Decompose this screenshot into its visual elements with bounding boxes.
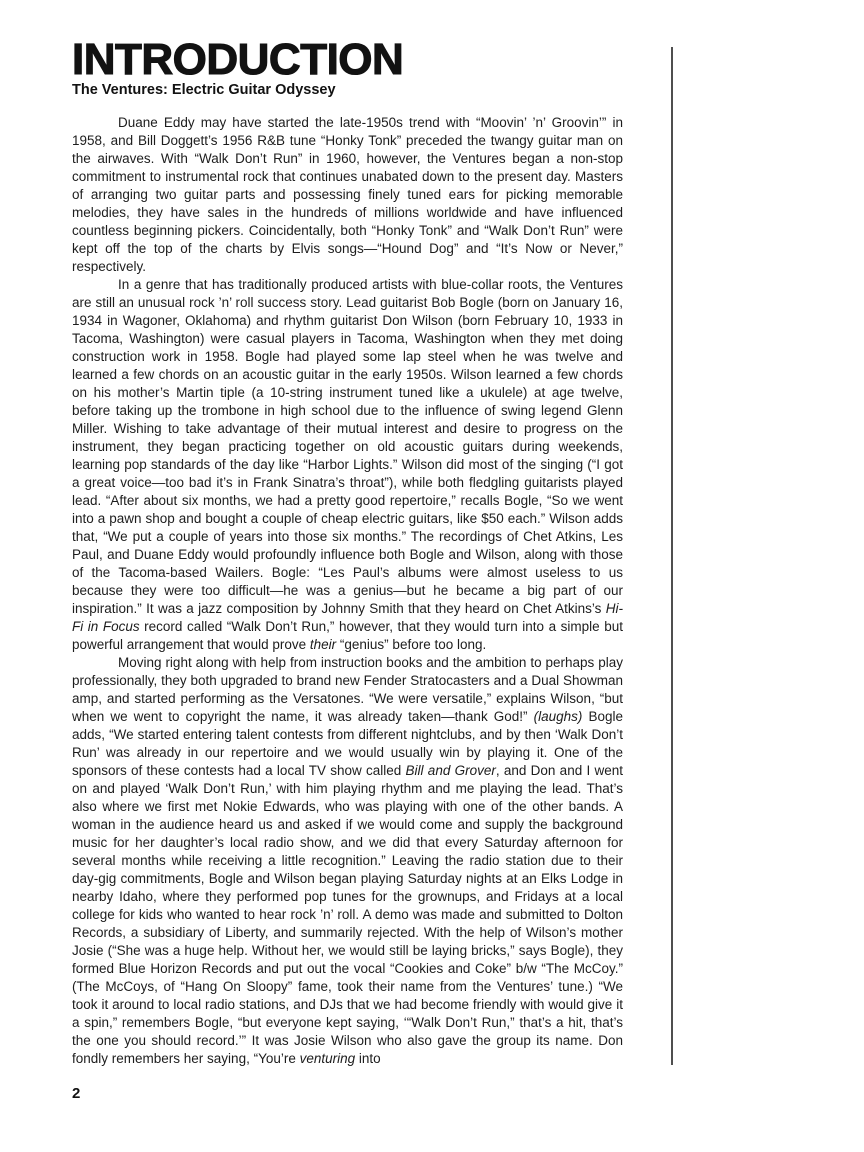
text-segment: In a genre that has traditionally produced artists with blue-collar roots, the Ventures are still an unusual rock ’n’ roll success story. Lead guitarist Bob Bogle (born on January 16, 1934 in Wagoner, Oklahoma) and rhythm guitarist Don Wilson (born February 10, 1933 in Tacoma, Washington) were casual players in Tacoma, Washington when they met doing construction work in 1958. Bogle had played some lap steel when he was twelve and learned a few chords on an acoustic guitar in the early 1950s. Wilson learned a few chords on his mother’s Martin tiple (a 10-string instrument tuned like a ukulele) at age twelve, before taking up the trombone in high school due to the influence of swing legend Glenn Miller. Wishing to take advantage of their mutual interest and desire to progress on the instrument, they began practicing together on old acoustic guitars during weekends, learning pop standards of the day like “Harbor Lights.” Wilson did most of the singing (“I got a great voice—too bad it’s in Frank Sinatra’s throat”), while both fledgling guitarists played lead. “After about six months, we had a pretty good repertoire,” recalls Bogle, “So we went into a pawn shop and bought a couple of cheap electric guitars, like $50 each.” Wilson adds that, “We put a couple of years into those six months.” The recordings of Chet Atkins, Les Paul, and Duane Eddy would profoundly influence both Bogle and Wilson, along with those of the Tacoma-based Wailers. Bogle: “Les Paul’s albums were almost useless to us because they were too difficult—he was a genius—but he became a big part of our inspiration.” It was a jazz composition by Johnny Smith that they heard on Chet Atkins’s (72, 277, 623, 616)
text-segment: their (309, 637, 337, 652)
paragraph (72, 276, 623, 654)
paragraph (72, 114, 623, 276)
paragraph (72, 654, 623, 1068)
text-segment: Duane Eddy may have started the late-1950s trend with “Moovin’ ’n’ Groovin’” in 1958, and Bill Doggett’s 1956 R&B tune “Honky Tonk” preceded the twangy guitar man on the airwaves. With “Walk Don’t Run” in 1960, however, the Ventures began a non-stop commitment to instrumental rock that continues unabated down to the present day. Masters of arranging two guitar parts and possessing finely tuned ears for picking memorable melodies, they have sales in the hundreds of millions worldwide and have influenced countless beginning pickers. Coincidentally, both “Honky Tonk” and “Walk Don’t Run” were kept off the top of the charts by Elvis songs—“Hound Dog” and “It’s Now or Never,” respectively. (72, 115, 623, 274)
text-segment: Bogle adds, “We started entering talent contests from different nightclubs, and by then ‘Walk Don’t Run’ was already in our repertoire and we would usually win by playing it. One of the sponsors of these contests had a local TV show called (72, 709, 623, 778)
text-segment: , and Don and I went on and played ‘Walk Don’t Run,’ with him playing rhythm and me playing the lead. That’s also where we first met Nokie Edwards, who was playing with one of the other bands. A woman in the audience heard us and asked if we would come and supply the background music for her daughter’s local radio show, and we did that every Saturday afternoon for several months while receiving a little recognition.” Leaving the radio station due to their day-gig commitments, Bogle and Wilson began playing Saturday nights at an Elks Lodge in nearby Idaho, where they performed pop tunes for the grownups, and Fridays at a local college for kids who wanted to hear rock ’n’ roll. A demo was made and submitted to Dolton Records, a subsidiary of Liberty, and summarily rejected. With the help of Wilson’s mother Josie (“She was a huge help. Without her, we would still be laying bricks,” says Bogle), they formed Blue Horizon Records and put out the vocal “Cookies and Coke” b/w “The McCoy.” (The McCoys, of “Hang On Sloopy” fame, took their name from the Ventures’ tune.) “We took it around to local radio stations, and DJs that we had become friendly with would give it a spin,” remembers Bogle, “but everyone kept saying, ‘“Walk Don’t Run,” that’s a hit, that’s the one you should record.’” It was Josie Wilson who also gave the group its name. Don fondly remembers her saying, “You’re (72, 763, 623, 1066)
text-segment: Moving right along with help from instruction books and the ambition to perhaps play professionally, they both upgraded to brand new Fender Stratocasters and a Dual Showman amp, and started performing as the Versatones. “We were versatile,” explains Wilson, “but when we went to copyright the name, it was already taken—thank God!” (72, 655, 623, 724)
text-segment: (laughs) (533, 709, 583, 724)
text-segment: into (355, 1051, 381, 1066)
text-segment: Bill and Grover (405, 763, 496, 778)
page-title: INTRODUCTION (72, 35, 404, 84)
text-segment: “genius” before too long. (336, 637, 487, 652)
page-edge-rule (671, 47, 673, 1065)
body-text (72, 114, 623, 1068)
page-subtitle: The Ventures: Electric Guitar Odyssey (72, 82, 336, 98)
text-segment: venturing (299, 1051, 356, 1066)
page-content (72, 35, 623, 1068)
text-segment: Hi-Fi in Focus (72, 601, 623, 634)
text-segment: record called “Walk Don’t Run,” however, that they would turn into a simple but powerful arrangement that would prove (72, 619, 623, 652)
page-number: 2 (72, 1085, 81, 1102)
